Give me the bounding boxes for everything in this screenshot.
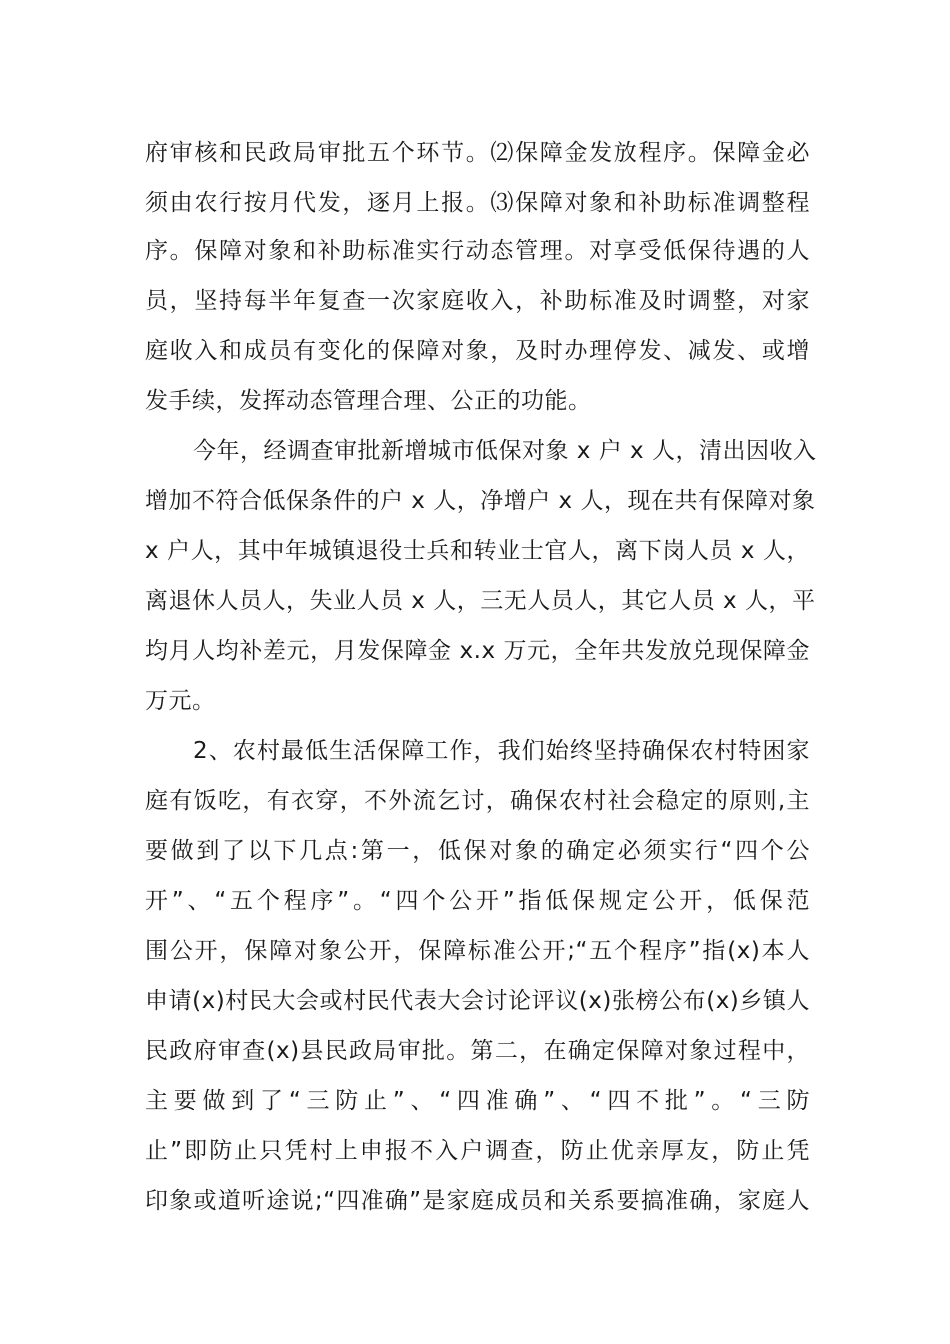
text-line: 均月人均补差元，月发保障金 x.x 万元，全年共发放兑现保障金 [145, 638, 810, 664]
text-line: 庭收入和成员有变化的保障对象，及时办理停发、减发、或增 [145, 338, 810, 364]
text-line: 申请(x)村民大会或村民代表大会讨论评议(x)张榜公布(x)乡镇人 [145, 988, 810, 1014]
text-line: 员，坚持每半年复查一次家庭收入，补助标准及时调整，对家 [145, 288, 810, 314]
text-line: 发手续，发挥动态管理合理、公正的功能。 [145, 388, 592, 414]
text-line: 要做到了以下几点:第一，低保对象的确定必须实行“四个公 [145, 838, 810, 864]
paragraph-first-line: 2、农村最低生活保障工作，我们始终坚持确保农村特困家 [193, 738, 810, 764]
text-line: 庭有饭吃，有衣穿，不外流乞讨，确保农村社会稳定的原则,主 [145, 788, 810, 814]
text-line: 围公开，保障对象公开，保障标准公开;“五个程序”指(x)本人 [145, 938, 810, 964]
text-line: 序。保障对象和补助标准实行动态管理。对享受低保待遇的人 [145, 238, 810, 264]
text-line: 印象或道听途说;“四准确”是家庭成员和关系要搞准确，家庭人 [145, 1188, 810, 1214]
text-line: 须由农行按月代发，逐月上报。⑶保障对象和补助标准调整程 [145, 190, 810, 216]
text-line: 民政府审查(x)县民政局审批。第二，在确定保障对象过程中， [145, 1038, 810, 1064]
text-line: 止”即防止只凭村上申报不入户调查，防止优亲厚友，防止凭 [145, 1138, 810, 1164]
text-line: 主要做到了“三防止”、“四准确”、“四不批”。“三防 [145, 1088, 810, 1114]
text-line: 开”、“五个程序”。“四个公开”指低保规定公开，低保范 [145, 888, 810, 914]
text-line: 府审核和民政局审批五个环节。⑵保障金发放程序。保障金必 [145, 140, 810, 166]
text-line: 万元。 [145, 688, 216, 714]
text-line: 离退休人员人，失业人员 x 人，三无人员人，其它人员 x 人，平 [145, 588, 816, 614]
text-line: x 户人，其中年城镇退役士兵和转业士官人，离下岗人员 x 人， [145, 538, 810, 564]
text-line: 增加不符合低保条件的户 x 人，净增户 x 人，现在共有保障对象 [145, 488, 816, 514]
paragraph-first-line: 今年，经调查审批新增城市低保对象 x 户 x 人，清出因收入 [193, 438, 817, 464]
